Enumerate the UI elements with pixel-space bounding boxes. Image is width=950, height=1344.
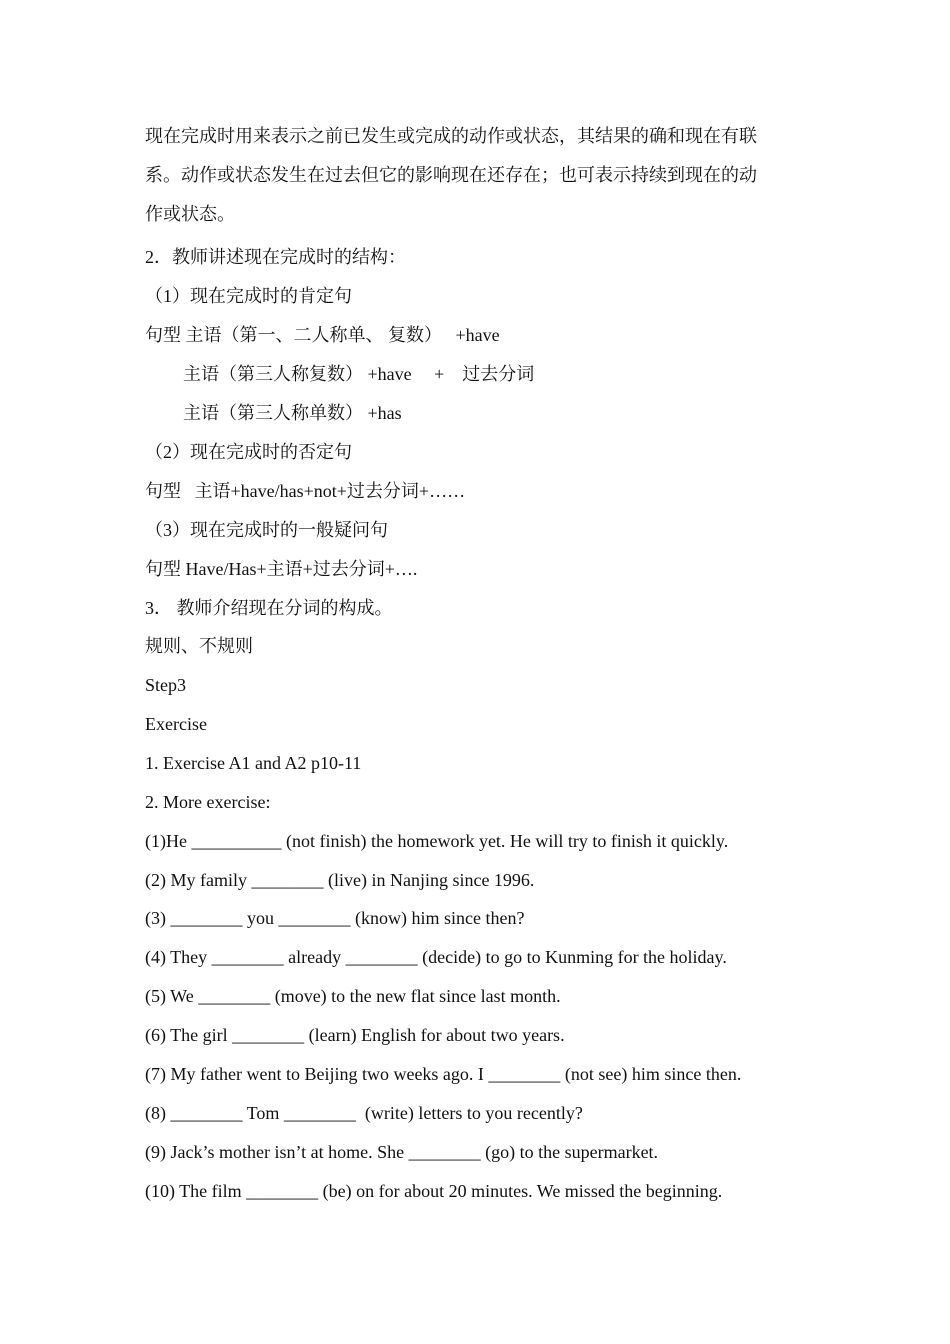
sentence-pattern: 句型 主语+have/has+not+过去分词+…… [145,481,466,501]
exercise-heading: Exercise [145,714,207,734]
text-line: 规则、不规则 [145,636,253,656]
sentence-pattern: 主语（第三人称复数） +have + 过去分词 [183,364,535,384]
exercise-question: (7) My father went to Beijing two weeks ago. I ________ (not see) him since then. [145,1064,742,1084]
subsection-heading: （3）现在完成时的一般疑问句 [145,520,388,540]
exercise-question: (4) They ________ already ________ (decide) to go to Kunming for the holiday. [145,947,727,967]
exercise-question: (2) My family ________ (live) in Nanjing since 1996. [145,870,535,890]
sentence-pattern: 句型 Have/Has+主语+过去分词+…. [145,559,418,579]
section-heading: 3． 教师介绍现在分词的构成。 [145,598,393,618]
exercise-question: (6) The girl ________ (learn) English for about two years. [145,1025,565,1045]
exercise-question: (1)He __________ (not finish) the homework yet. He will try to finish it quickly. [145,831,729,851]
section-heading: 2．教师讲述现在完成时的结构： [145,247,406,267]
exercise-question: (8) ________ Tom ________ (write) letters to you recently? [145,1103,583,1123]
exercise-item: 1. Exercise A1 and A2 p10-11 [145,753,362,773]
step-heading: Step3 [145,675,187,695]
exercise-question: (9) Jack’s mother isn’t at home. She ________ (go) to the supermarket. [145,1142,659,1162]
sentence-pattern: 句型 主语（第一、二人称单、 复数） +have [145,325,500,345]
exercise-question: (10) The film ________ (be) on for about 20 minutes. We missed the beginning. [145,1181,723,1201]
text-line: 现在完成时用来表示之前已发生或完成的动作或状态，其结果的确和现在有联 [145,126,757,146]
exercise-question: (5) We ________ (move) to the new flat since last month. [145,986,561,1006]
subsection-heading: （1）现在完成时的肯定句 [145,286,352,306]
exercise-item: 2. More exercise: [145,792,271,812]
subsection-heading: （2）现在完成时的否定句 [145,442,352,462]
exercise-question: (3) ________ you ________ (know) him since then? [145,908,525,928]
text-line: 系。动作或状态发生在过去但它的影响现在还存在；也可表示持续到现在的动 [145,165,757,185]
text-line: 作或状态。 [145,204,235,224]
sentence-pattern: 主语（第三人称单数） +has [183,403,402,423]
